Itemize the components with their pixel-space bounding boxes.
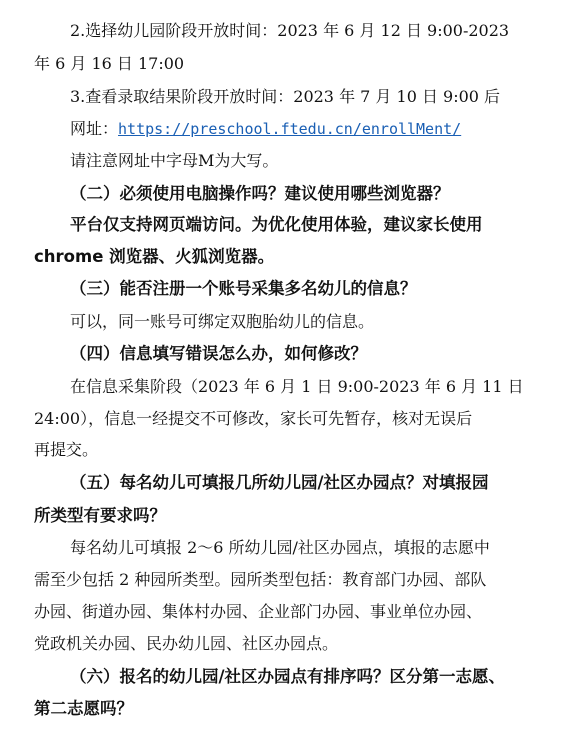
- question-heading: （三）能否注册一个账号采集多名幼儿的信息？: [70, 279, 417, 298]
- url-line: [70, 118, 461, 140]
- text-line: 在信息采集阶段（2023 年 6 月 1 日 9:00-2023 年 6 月 11 日: [70, 377, 524, 396]
- enrollment-link[interactable]: https://preschool.ftedu.cn/enrollMent/: [118, 120, 462, 138]
- question-heading: （四）信息填写错误怎么办，如何修改？: [70, 344, 367, 363]
- url-label: 网址：: [70, 119, 119, 138]
- text-line: 24:00），信息一经提交不可修改，家长可先暂存，核对无误后: [34, 409, 473, 428]
- text-line: 请注意网址中字母M为大写。: [70, 151, 279, 170]
- question-heading: （五）每名幼儿可填报几所幼儿园/社区办园点？对填报园: [70, 473, 489, 492]
- text-line: 2.选择幼儿园阶段开放时间：2023 年 6 月 12 日 9:00-2023: [70, 21, 510, 40]
- question-heading: （二）必须使用电脑操作吗？建议使用哪些浏览器？: [70, 184, 450, 203]
- text-line: 党政机关办园、民办幼儿园、社区办园点。: [34, 634, 339, 653]
- text-line: 平台仅支持网页端访问。为优化使用体验，建议家长使用: [70, 215, 483, 234]
- text-line: 再提交。: [34, 440, 99, 459]
- question-heading: （六）报名的幼儿园/社区办园点有排序吗？区分第一志愿、: [70, 667, 506, 686]
- question-heading: 第二志愿吗？: [34, 699, 133, 718]
- text-line: 年 6 月 16 日 17:00: [34, 54, 185, 73]
- text-line: 3.查看录取结果阶段开放时间：2023 年 7 月 10 日 9:00 后: [70, 87, 501, 106]
- text-line: 需至少包括 2 种园所类型。园所类型包括：教育部门办园、部队: [34, 570, 487, 589]
- text-line: 可以，同一账号可绑定双胞胎幼儿的信息。: [70, 312, 375, 331]
- text-line: 办园、街道办园、集体村办园、企业部门办园、事业单位办园、: [34, 602, 483, 621]
- text-line: 每名幼儿可填报 2～6 所幼儿园/社区办园点，填报的志愿中: [70, 538, 490, 557]
- text-line: chrome 浏览器、火狐浏览器。: [34, 247, 275, 266]
- question-heading: 所类型有要求吗？: [34, 506, 166, 525]
